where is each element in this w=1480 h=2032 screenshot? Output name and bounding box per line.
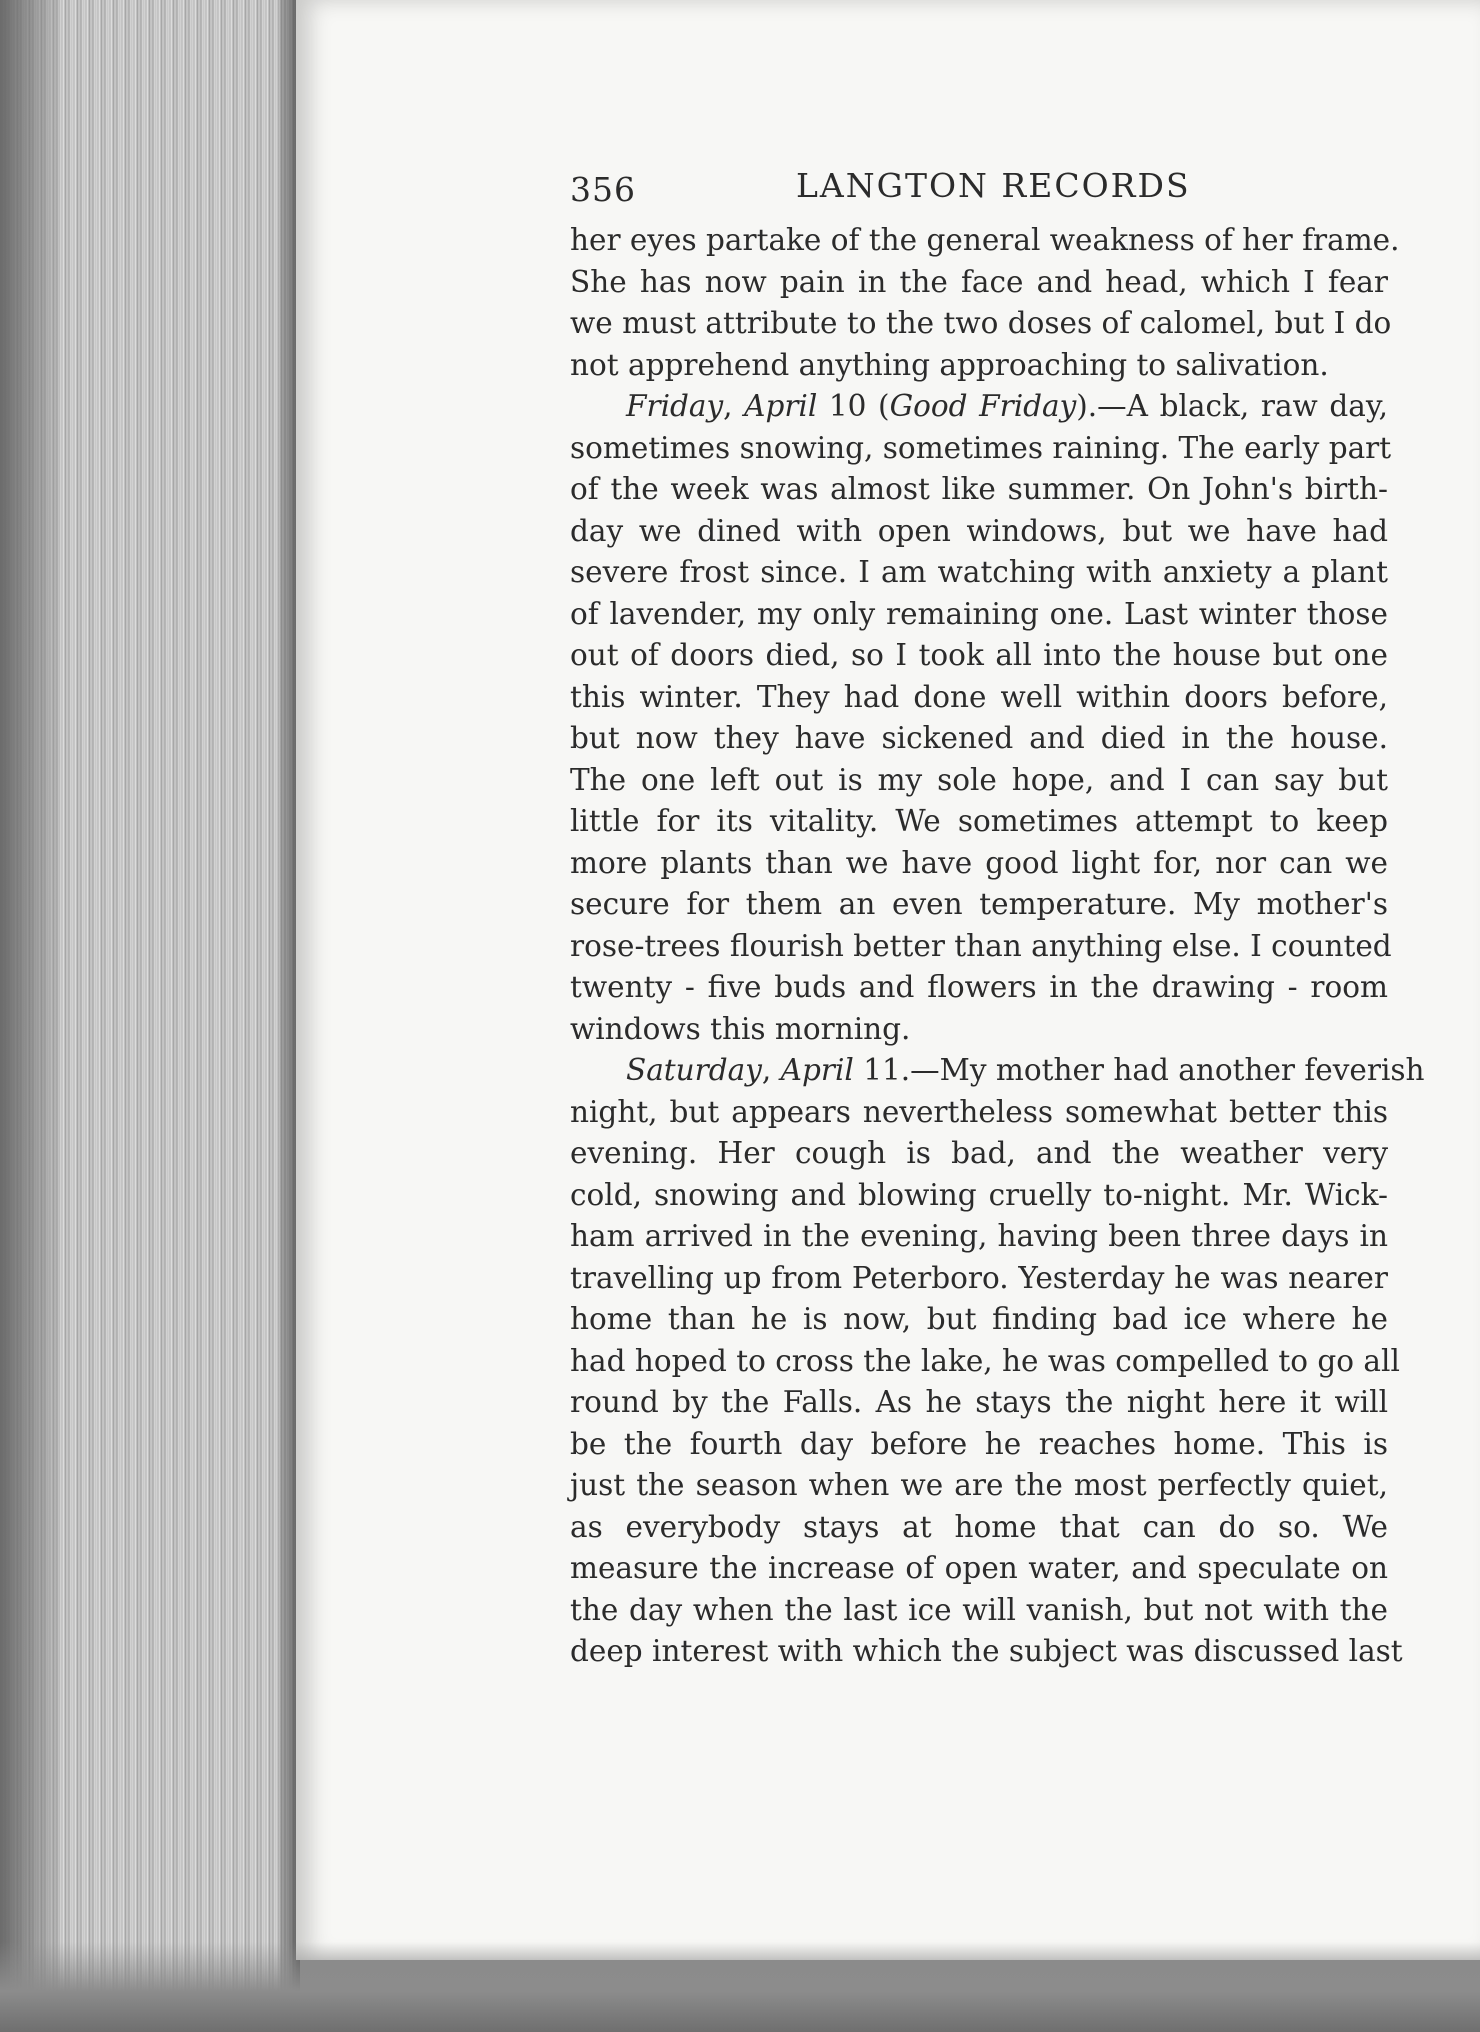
text-line: sometimes snowing, sometimes raining. The early part: [570, 430, 1392, 465]
entry-month: April: [780, 1053, 854, 1087]
entry-heading-saturday: [570, 1050, 1425, 1092]
entry-month: April: [744, 389, 818, 423]
text-line: She has now pain in the face and head, which I fear: [570, 264, 1388, 299]
text-line: more plants than we have good light for, nor can we: [570, 845, 1388, 880]
text-line: night, but appears nevertheless somewhat better this: [570, 1094, 1388, 1129]
page-edges: [0, 0, 300, 2032]
entry-date: 10 (: [817, 389, 890, 423]
text-line: day we dined with open windows, but we have had: [570, 513, 1388, 548]
text-line: not apprehend anything approaching to salivation.: [570, 347, 1329, 382]
text-line: secure for them an even temperature. My mother's: [570, 887, 1388, 921]
text-line: windows this morning.: [570, 1011, 911, 1046]
running-head: [570, 164, 1388, 220]
text-line: we must attribute to the two doses of calomel, but I do: [570, 306, 1392, 340]
text-line: had hoped to cross the lake, he was compelled to go all: [570, 1343, 1400, 1378]
text-line: The one left out is my sole hope, and I can say but: [570, 762, 1388, 797]
page-content: [570, 164, 1425, 1673]
text-line: as everybody stays at home that can do so. We: [570, 1509, 1388, 1544]
entry-separator: ,: [723, 389, 745, 423]
text-line: ham arrived in the evening, having been three days in: [570, 1219, 1388, 1253]
text-line: the day when the last ice will vanish, but not with the: [570, 1592, 1388, 1627]
entry-note: Good Friday: [889, 389, 1077, 423]
text-line: measure the increase of open water, and speculate on: [570, 1551, 1388, 1585]
entry-close: ).: [1076, 389, 1098, 423]
text-line: rose-trees flourish better than anything else. I counted: [570, 928, 1392, 963]
text-line: evening. Her cough is bad, and the weather very: [570, 1136, 1388, 1170]
text-line: travelling up from Peterboro. Yesterday he was nearer: [570, 1260, 1388, 1295]
entry-first-line: —A black, raw day,: [1097, 389, 1388, 423]
text-line: little for its vitality. We sometimes attempt to keep: [570, 804, 1388, 838]
entry-day: Friday: [626, 389, 724, 423]
text-line: out of doors died, so I took all into the house but one: [570, 638, 1388, 672]
entry-heading-friday: [570, 386, 1388, 428]
text-line: be the fourth day before he reaches home. This is: [570, 1426, 1388, 1461]
text-line: just the season when we are the most perfectly quiet,: [570, 1468, 1388, 1502]
text-line: cold, snowing and blowing cruelly to-night. Mr. Wick-: [570, 1177, 1388, 1212]
text-line: severe frost since. I am watching with anxiety a plant: [570, 555, 1388, 589]
entry-separator: ,: [761, 1053, 781, 1087]
text-line: her eyes partake of the general weakness of her frame.: [570, 223, 1400, 257]
running-title: LANGTON RECORDS: [796, 166, 1191, 205]
page-number: 356: [570, 170, 636, 209]
text-line: of lavender, my only remaining one. Last winter those: [570, 596, 1388, 631]
text-line: home than he is now, but finding bad ice where he: [570, 1302, 1388, 1336]
text-line: but now they have sickened and died in the house.: [570, 721, 1388, 755]
text-line: of the week was almost like summer. On John's birth-: [570, 472, 1388, 506]
entry-date: 11.: [853, 1053, 911, 1087]
text-line: this winter. They had done well within doors before,: [570, 679, 1388, 714]
text-line: round by the Falls. As he stays the night here it will: [570, 1385, 1388, 1419]
bottom-shadow: [0, 1942, 1480, 2032]
entry-day: Saturday: [626, 1053, 762, 1087]
text-line: deep interest with which the subject was discussed last: [570, 1634, 1403, 1668]
text-line: twenty - five buds and flowers in the drawing - room: [570, 970, 1388, 1004]
entry-first-line: —My mother had another feverish: [910, 1053, 1425, 1087]
